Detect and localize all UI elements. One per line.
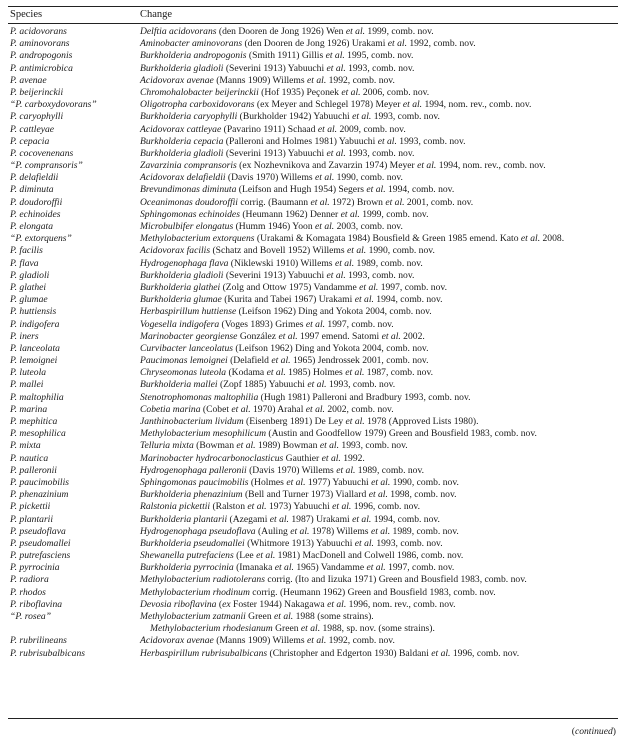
change-cell: Acidovorax facilis (Schatz and Bovell 1952) Willems et al. 1990, comb. nov. <box>140 245 435 257</box>
species-cell: P. luteola <box>10 367 47 379</box>
species-cell: P. marina <box>10 403 48 415</box>
species-cell: P. pickettii <box>10 501 51 513</box>
table-row <box>0 526 626 538</box>
change-cell: Methylobacterium rhodinum corrig. (Heumann 1962) Green and Bousfield 1983, comb. nov. <box>140 586 496 598</box>
change-cell: Acidovorax cattleyae (Pavarino 1911) Schaad et al. 2009, comb. nov. <box>140 123 406 135</box>
species-cell: “P. rosea” <box>10 611 52 622</box>
change-cell: Paucimonas lemoignei (Delafield et al. 1965) Jendrossek 2001, comb. nov. <box>140 355 429 367</box>
change-cell: Vogesella indigofera (Voges 1893) Grimes et al. 1997, comb. nov. <box>140 318 394 330</box>
change-cell: Burkholderia gladioli (Severini 1913) Yabuuchi et al. 1993, comb. nov. <box>140 62 415 74</box>
table-row <box>0 38 626 50</box>
table-row <box>0 306 626 318</box>
table-row <box>0 245 626 257</box>
change-cell: Devosia riboflavina (ex Foster 1944) Nakagawa et al. 1996, nom. rev., comb. nov. <box>140 598 456 610</box>
change-cell: Burkholderia pyrrocinia (Imanaka et al. 1965) Vandamme et al. 1997, comb. nov. <box>140 562 455 574</box>
change-cell: Burkholderia phenazinium (Bell and Turner 1973) Viallard et al. 1998, comb. nov. <box>140 489 457 501</box>
change-cell: Oceanimonas doudoroffii corrig. (Baumann et al. 1972) Brown et al. 2001, comb. nov. <box>140 196 474 208</box>
species-cell: P. acidovorans <box>10 26 67 37</box>
species-column-header: Species <box>10 9 43 20</box>
table-row <box>0 26 626 38</box>
species-cell: P. mallei <box>10 379 44 391</box>
bottom-rule <box>8 718 618 719</box>
change-cell: Burkholderia pseudomallei (Whitmore 1913) Yabuuchi et al. 1993, comb. nov. <box>140 537 443 549</box>
species-cell: P. glathei <box>10 281 47 293</box>
change-cell: Cobetia marina (Cobet et al. 1970) Arahal et al. 2002, comb. nov. <box>140 403 394 415</box>
table-row <box>0 184 626 196</box>
change-cell: Acidovorax avenae (Manns 1909) Willems et al. 1992, comb. nov. <box>140 635 395 647</box>
table-row <box>0 501 626 513</box>
species-cell: P. mephitica <box>10 416 58 427</box>
change-cell: Hydrogenophaga pseudoflava (Auling et al. 1978) Willems et al. 1989, comb. nov. <box>140 525 459 537</box>
change-cell: Janthinobacterium lividum (Eisenberg 1891) De Ley et al. 1978 (Approved Lists 1980). <box>140 416 479 427</box>
table-row <box>0 392 626 404</box>
table-row <box>0 355 626 367</box>
species-cell: P. mesophilica <box>10 428 66 440</box>
change-cell: Telluria mixta (Bowman et al. 1989) Bowman et al. 1993, comb. nov. <box>140 440 408 452</box>
species-cell: P. rhodos <box>10 586 46 598</box>
change-cell: Ralstonia pickettii (Ralston et al. 1973) Yabuuchi et al. 1996, comb. nov. <box>140 501 420 513</box>
change-cell: Zavarzinia compransoris (ex Nozhevnikova and Zavarzin 1974) Meyer et al. 1994, nom. rev., comb. nov. <box>140 160 546 172</box>
species-cell: P. maltophilia <box>10 391 64 403</box>
change-cell: Herbaspirillum huttiense (Leifson 1962) Ding and Yokota 2004, comb. nov. <box>140 306 432 318</box>
species-cell: P. iners <box>10 330 39 342</box>
species-cell: “P. carboxydovorans” <box>10 99 97 111</box>
table-row <box>0 416 626 428</box>
species-cell: P. gladioli <box>10 269 50 281</box>
table-row <box>0 514 626 526</box>
table-row <box>0 50 626 62</box>
species-cell: P. nautica <box>10 452 49 464</box>
table-row <box>0 550 626 562</box>
species-cell: P. radiora <box>10 574 49 586</box>
change-cell: Burkholderia plantarii (Azegami et al. 1987) Urakami et al. 1994, comb. nov. <box>140 513 440 525</box>
species-cell: P. doudoroffii <box>10 196 63 208</box>
top-rule <box>8 6 618 7</box>
table-row <box>0 574 626 586</box>
table-row <box>0 611 626 623</box>
header-rule <box>8 23 618 24</box>
table-row <box>0 87 626 99</box>
species-cell: P. glumae <box>10 294 48 306</box>
table-row <box>0 587 626 599</box>
table-row <box>0 124 626 136</box>
table-row <box>0 111 626 123</box>
change-cell: Burkholderia andropogonis (Smith 1911) Gillis et al. 1995, comb. nov. <box>140 50 414 62</box>
species-cell: P. aminovorans <box>10 38 70 50</box>
table-row <box>0 160 626 172</box>
change-cell: Hydrogenophaga palleronii (Davis 1970) Willems et al. 1989, comb. nov. <box>140 464 425 476</box>
species-cell: P. lanceolata <box>10 342 60 354</box>
species-cell: P. avenae <box>10 74 47 86</box>
species-cell: P. pseudomallei <box>10 537 71 549</box>
species-cell: P. indigofera <box>10 318 60 330</box>
species-cell: P. plantarii <box>10 513 54 525</box>
table-row <box>0 197 626 209</box>
table-row <box>0 635 626 647</box>
change-cell: Sphingomonas echinoides (Heumann 1962) Denner et al. 1999, comb. nov. <box>140 208 429 220</box>
species-cell: P. putrefasciens <box>10 550 71 562</box>
species-cell: P. echinoides <box>10 208 61 220</box>
change-cell: Burkholderia gladioli (Severini 1913) Yabuuchi et al. 1993, comb. nov. <box>140 147 415 159</box>
table-row <box>0 489 626 501</box>
change-cell: Marinobacter hydrocarbonoclasticus Gauthier et al. 1992. <box>140 452 365 464</box>
table-row <box>0 379 626 391</box>
species-cell: P. andropogonis <box>10 50 73 62</box>
table-row <box>0 319 626 331</box>
species-cell: P. pyrrocinia <box>10 562 60 574</box>
change-cell: Marinobacter georgiense González et al. 1997 emend. Satomi et al. 2002. <box>140 330 425 342</box>
species-cell: P. elongata <box>10 221 53 232</box>
table-body <box>0 26 626 660</box>
change-cell: Burkholderia glathei (Zolg and Ottow 1975) Vandamme et al. 1997, comb. nov. <box>140 281 447 293</box>
change-cell: Chromohalobacter beijerinckii (Hof 1935) Peçonek et al. 2006, comb. nov. <box>140 86 430 98</box>
species-cell: P. huttiensis <box>10 306 57 318</box>
species-cell: P. facilis <box>10 245 43 257</box>
change-cell: Shewanella putrefaciens (Lee et al. 1981) MacDonell and Colwell 1986, comb. nov. <box>140 550 464 562</box>
species-cell: P. mixta <box>10 440 41 452</box>
table-row <box>0 465 626 477</box>
change-cell: Oligotropha carboxidovorans (ex Meyer and Schlegel 1978) Meyer et al. 1994, nom. rev., comb. nov. <box>140 99 532 111</box>
change-cell: Herbaspirillum rubrisubalbicans (Christopher and Edgerton 1930) Baldani et al. 1996, comb. nov. <box>140 647 520 659</box>
species-cell: P. antimicrobica <box>10 62 73 74</box>
species-cell: P. riboflavina <box>10 598 63 610</box>
table-row <box>0 538 626 550</box>
change-cell: Burkholderia caryophylli (Burkholder 1942) Yabuuchi et al. 1993, comb. nov. <box>140 111 440 123</box>
species-cell: P. lemoignei <box>10 355 58 367</box>
change-cell: Burkholderia glumae (Kurita and Tabei 1967) Urakami et al. 1994, comb. nov. <box>140 294 443 306</box>
change-cell: Burkholderia mallei (Zopf 1885) Yabuuchi et al. 1993, comb. nov. <box>140 379 396 391</box>
table-row <box>0 221 626 233</box>
species-cell: P. diminuta <box>10 184 54 196</box>
table-row <box>0 562 626 574</box>
table-row <box>0 148 626 160</box>
table-row <box>0 623 626 635</box>
table-row <box>0 75 626 87</box>
table-row <box>0 99 626 111</box>
species-cell: P. paucimobilis <box>10 476 69 488</box>
change-cell: Aminobacter aminovorans (den Dooren de Jong 1926) Urakami et al. 1992, comb. nov. <box>140 38 476 50</box>
species-cell: P. phenazinium <box>10 489 69 501</box>
table-row <box>0 172 626 184</box>
change-cell: Delftia acidovorans (den Dooren de Jong 1926) Wen et al. 1999, comb. nov. <box>140 26 434 37</box>
table-row <box>0 343 626 355</box>
change-column-header: Change <box>140 9 173 20</box>
change-cell: Hydrogenophaga flava (Niklewski 1910) Willems et al. 1989, comb. nov. <box>140 257 423 269</box>
species-cell: P. beijerinckii <box>10 86 64 98</box>
change-cell: Acidovorax delafieldii (Davis 1970) Willems et al. 1990, comb. nov. <box>140 172 403 184</box>
change-cell: Methylobacterium radiotolerans corrig. (Ito and Iizuka 1971) Green and Bousfield 1983, comb. nov. <box>140 574 527 586</box>
table-row <box>0 258 626 270</box>
table-row <box>0 331 626 343</box>
species-cell: P. pseudoflava <box>10 525 66 537</box>
change-cell: Methylobacterium extorquens (Urakami & Komagata 1984) Bousfield & Green 1985 emend. Kato et al. 2008. <box>140 233 565 245</box>
change-cell: Burkholderia cepacia (Palleroni and Holmes 1981) Yabuuchi et al. 1993, comb. nov. <box>140 135 466 147</box>
species-cell: “P. extorquens” <box>10 233 72 245</box>
table-row <box>0 233 626 245</box>
table-row <box>0 599 626 611</box>
species-cell: P. cattleyae <box>10 123 55 135</box>
change-cell: Burkholderia gladioli (Severini 1913) Yabuuchi et al. 1993, comb. nov. <box>140 269 415 281</box>
change-cell: Methylobacterium rhodesianum Green et al. 1988, sp. nov. (some strains). <box>150 623 435 635</box>
species-cell: P. palleronii <box>10 464 57 476</box>
species-cell: P. rubrisubalbicans <box>10 647 85 659</box>
change-cell: Methylobacterium zatmanii Green et al. 1988 (some strains). <box>140 611 374 622</box>
change-cell: Acidovorax avenae (Manns 1909) Willems et al. 1992, comb. nov. <box>140 74 395 86</box>
table-row <box>0 270 626 282</box>
table-row <box>0 367 626 379</box>
table-row <box>0 282 626 294</box>
change-cell: Methylobacterium mesophilicum (Austin and Goodfellow 1979) Green and Bousfield 1983, comb. nov. <box>140 428 537 440</box>
table-row <box>0 440 626 452</box>
change-cell: Microbulbifer elongatus (Humm 1946) Yoon et al. 2003, comb. nov. <box>140 221 403 232</box>
table-row <box>0 63 626 75</box>
table-row <box>0 648 626 660</box>
change-cell: Stenotrophomonas maltophilia (Hugh 1981) Palleroni and Bradbury 1993, comb. nov. <box>140 391 471 403</box>
species-cell: P. delafieldii <box>10 172 59 184</box>
table-row <box>0 477 626 489</box>
species-cell: P. cepacia <box>10 135 50 147</box>
table-row <box>0 428 626 440</box>
table-row <box>0 136 626 148</box>
species-cell: P. rubrilineans <box>10 635 67 647</box>
change-cell: Curvibacter lanceolatus (Leifson 1962) Ding and Yokota 2004, comb. nov. <box>140 342 429 354</box>
species-cell: P. caryophylli <box>10 111 64 123</box>
table-row <box>0 453 626 465</box>
table-row <box>0 209 626 221</box>
change-cell: Sphingomonas paucimobilis (Holmes et al. 1977) Yabuuchi et al. 1990, comb. nov. <box>140 476 459 488</box>
table-row <box>0 294 626 306</box>
continued-note: (continued) <box>571 726 616 737</box>
species-cell: P. cocovenenans <box>10 147 74 159</box>
species-cell: “P. compransoris” <box>10 160 83 172</box>
species-cell: P. flava <box>10 257 39 269</box>
change-cell: Chryseomonas luteola (Kodama et al. 1985) Holmes et al. 1987, comb. nov. <box>140 367 434 379</box>
change-cell: Brevundimonas diminuta (Leifson and Hugh 1954) Segers et al. 1994, comb. nov. <box>140 184 455 196</box>
table-row <box>0 404 626 416</box>
